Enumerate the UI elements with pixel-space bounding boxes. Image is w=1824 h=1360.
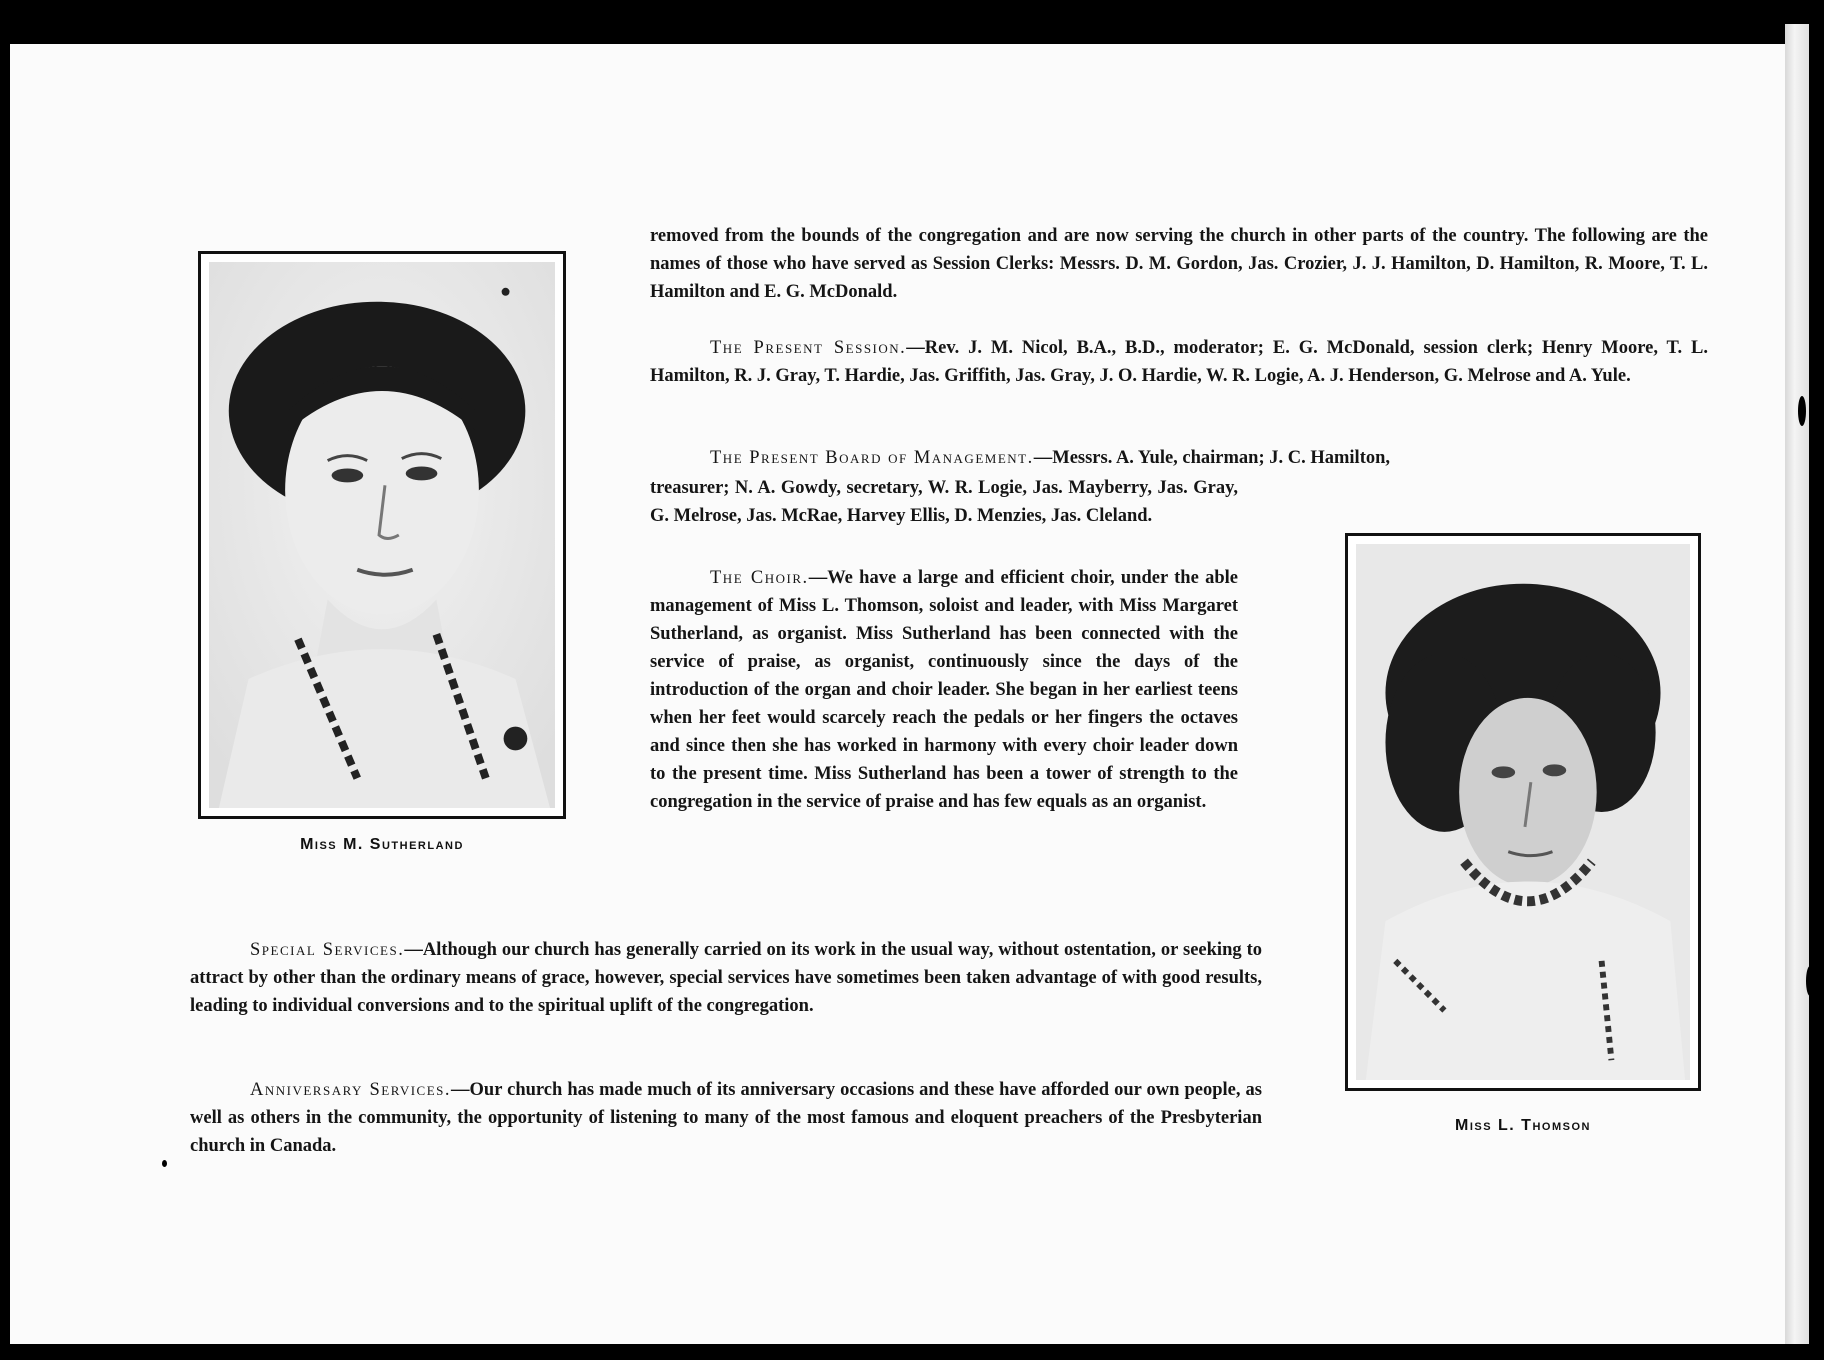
paragraph-special-services: [190, 936, 1262, 1020]
paragraph-heading: Special Services.: [250, 940, 405, 960]
paragraph-choir: [650, 564, 1238, 816]
page-edge: [1785, 24, 1809, 1344]
paragraph-body: —Although our church has generally carried on its work in the usual way, without ostentation, or seeking to attract by other than the ordinary means of grace, however, special services have sometimes been taken advantage of with good results, leading to individual conversions and to the spiritual uplift of the congregation.: [190, 940, 1263, 1016]
paragraph-body: —Messrs. A. Yule, chairman; J. C. Hamilton,: [1033, 448, 1391, 468]
portrait-photo-sutherland: [209, 262, 555, 808]
binding-notch: [1806, 966, 1814, 996]
caption-thomson: Miss L. Thomson: [1455, 1117, 1591, 1134]
speck-mark: [162, 1160, 167, 1167]
paragraph-body: removed from the bounds of the congregation and are now serving the church in other parts of the country. The following are the names of those who have served as Session Clerks: Messrs. D. M. Gordon, Jas. Crozier, J. J. Hamilton, D. Hamilton, R. Moore, T. L. Hamilton and E. G. McDonald.: [650, 226, 1708, 302]
photo-frame-sutherland: [198, 251, 566, 819]
paragraph-board-of-management: [650, 444, 1708, 472]
paragraph-anniversary-services: [190, 1076, 1262, 1160]
portrait-photo-thomson: [1356, 544, 1690, 1080]
paragraph-heading: The Present Session.: [710, 338, 907, 358]
document-page: [10, 44, 1785, 1344]
caption-sutherland: Miss M. Sutherland: [300, 836, 464, 853]
binding-notch: [1798, 396, 1806, 426]
paragraph-heading: The Present Board of Management.: [710, 448, 1034, 468]
paragraph-heading: Anniversary Services.: [250, 1080, 452, 1100]
paragraph-board-of-management-cont: [650, 474, 1238, 530]
paragraph-body: —Rev. J. M. Nicol, B.A., B.D., moderator; E. G. McDonald, session clerk; Henry Moore, T. L. Hamilton, R. J. Gray, T. Hardie, Jas. Griffith, Jas. Gray, J. O. Hardie, W. R. Logie, A. J. Henderson, G. Melrose and A. Yule.: [650, 338, 1709, 386]
paragraph-body: treasurer; N. A. Gowdy, secretary, W. R. Logie, Jas. Mayberry, Jas. Gray, G. Melrose, Jas. McRae, Harvey Ellis, D. Menzies, Jas. Cleland.: [650, 478, 1238, 526]
paragraph-heading: The Choir.: [710, 568, 809, 588]
paragraph-session-clerks: [650, 222, 1708, 306]
paragraph-body: —Our church has made much of its anniversary occasions and these have afforded our own people, as well as others in the community, the opportunity of listening to many of the most famous and eloquent preachers of the Presbyterian church in Canada.: [190, 1080, 1262, 1156]
photo-frame-thomson: [1345, 533, 1701, 1091]
paragraph-body: —We have a large and efficient choir, under the able management of Miss L. Thomson, soloist and leader, with Miss Margaret Sutherland, as organist. Miss Sutherland has been connected with the service of praise, as organist, continuously since the days of the introduction of the organ and choir leader. She began in her earliest teens when her feet would scarcely reach the pedals or her fingers the octaves and since then she has worked in harmony with every choir leader down to the present time. Miss Sutherland has been a tower of strength to the congregation in the service of praise and has few equals as an organist.: [650, 568, 1238, 812]
paragraph-present-session: [650, 334, 1708, 390]
